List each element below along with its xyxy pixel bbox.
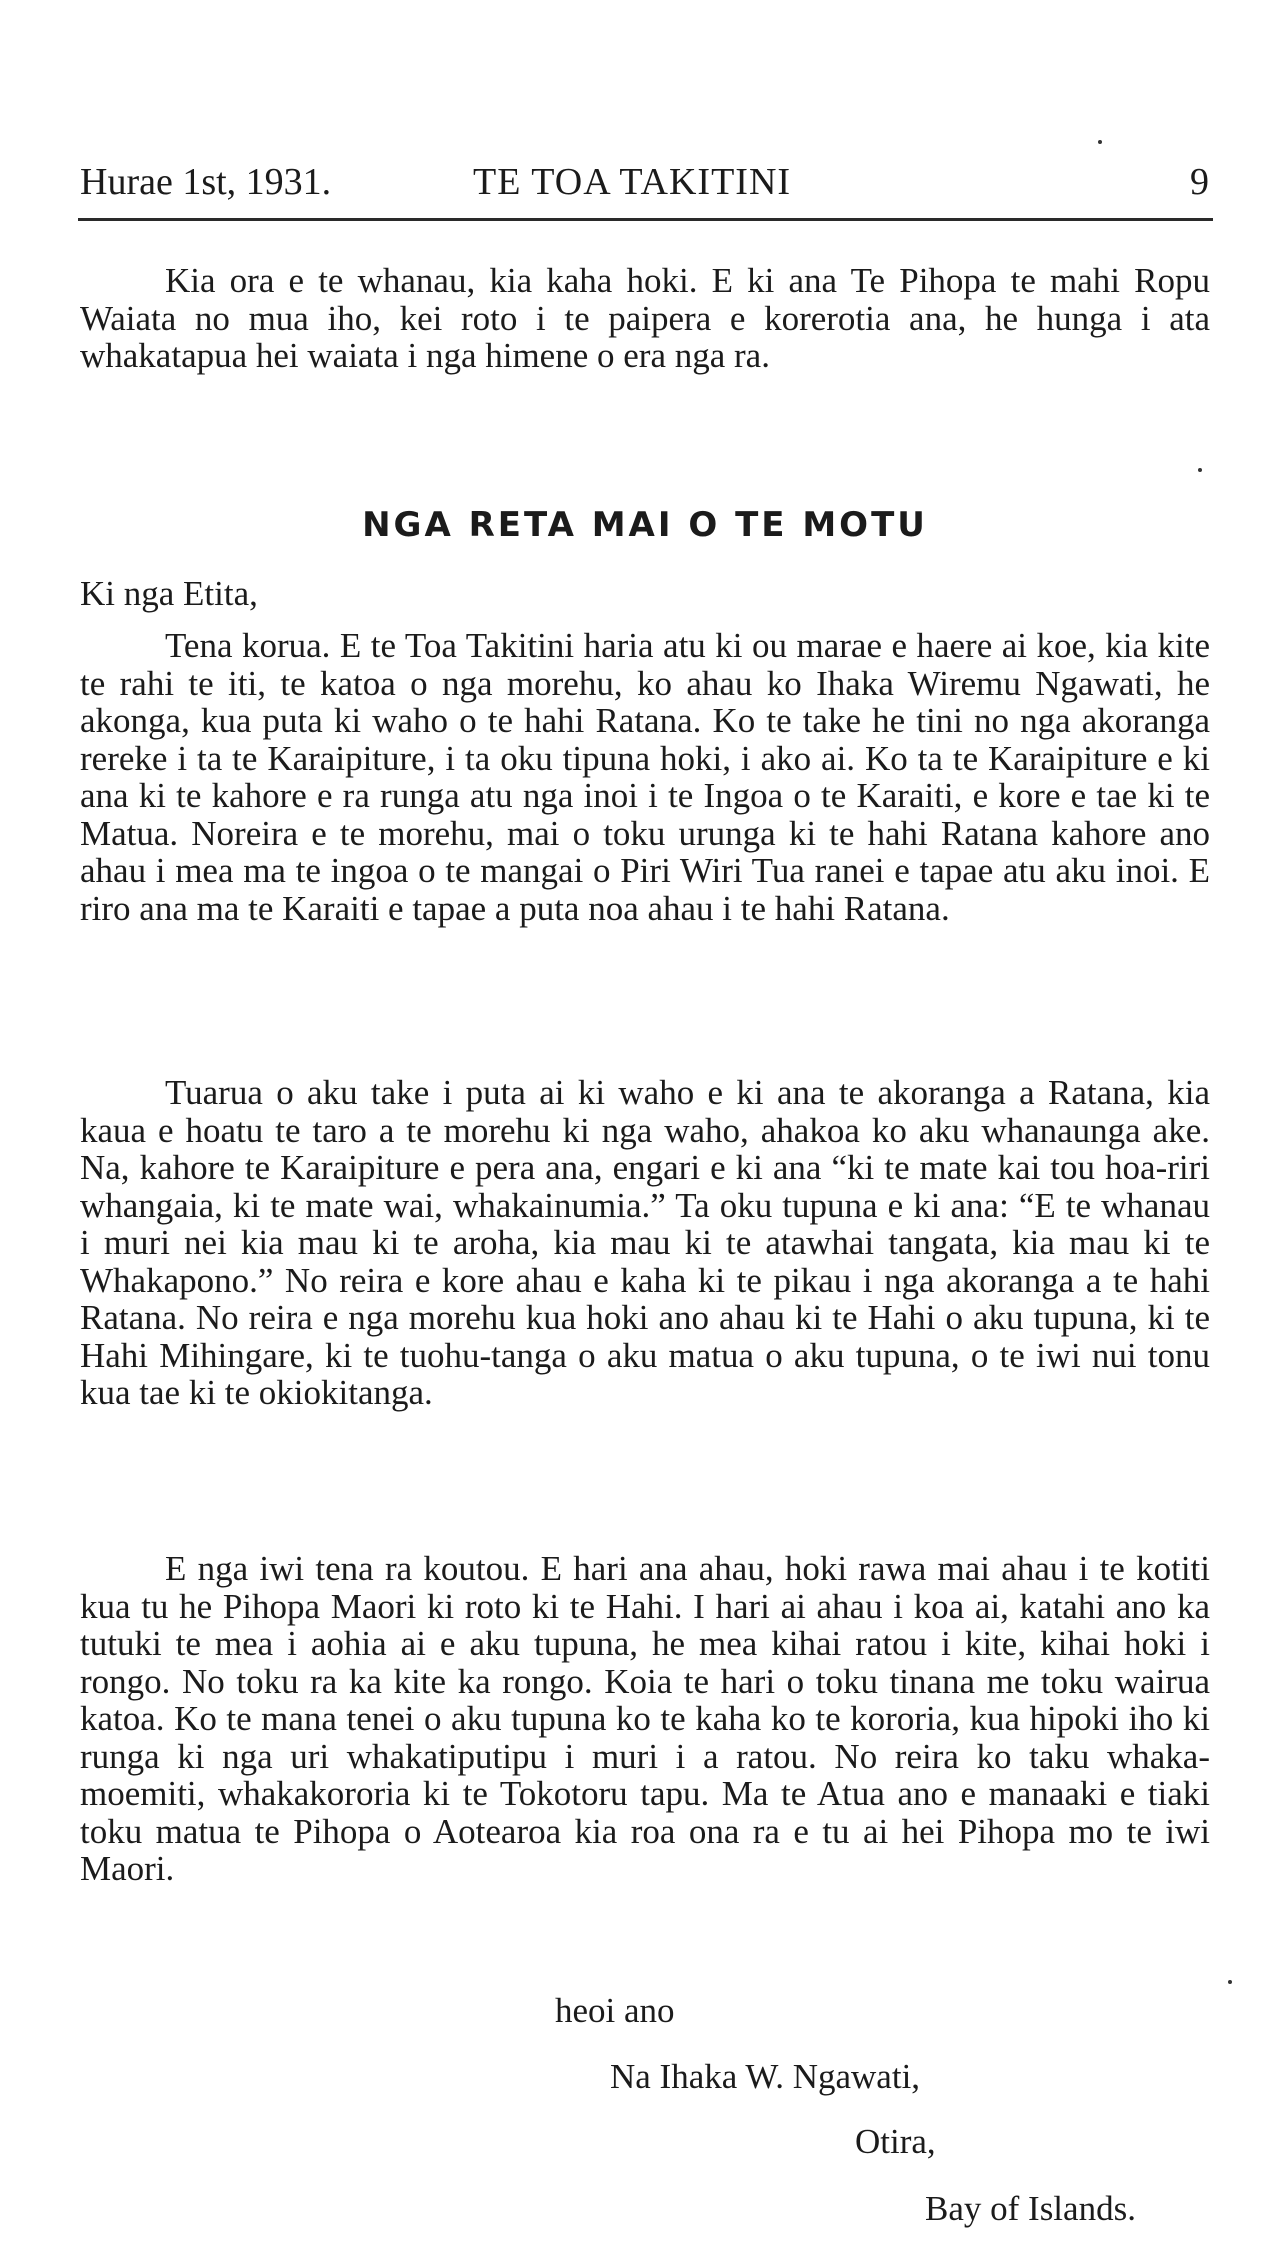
letter-paragraph: Tena korua. E te Toa Takitini haria atu ki ou marae e haere ai koe, kia kite te rahi te iti, te katoa o nga morehu, ko ahau ko Ihaka Wiremu Ngawati, he akonga, kua puta ki waho o te hahi Ratana. Ko te take he tini no nga akoranga rereke i ta te Karaipiture, i ta oku tipuna hoki, i ako ai. Ko ta te Karaipiture e ki ana ki te kahore e ra runga atu nga inoi i te Ingoa o te Karaiti, e kore e tae ki te Matua. Noreira e te morehu, mai o toku urunga ki te hahi Ratana kahore ano ahau i mea ma te ingoa o te mangai o Piri Wiri Tua ranei e tapae atu aku inoi. E riro ana ma te Karaiti e tapae a puta noa ahau i te hahi Ratana. bbox=[80, 626, 1210, 928]
page-number: 9 bbox=[1190, 161, 1209, 203]
page-header bbox=[78, 158, 1213, 221]
signoff-name: Na Ihaka W. Ngawati, bbox=[610, 2057, 921, 2096]
print-speck bbox=[1098, 140, 1102, 144]
letter-salutation: Ki nga Etita, bbox=[80, 574, 258, 613]
print-speck bbox=[1198, 468, 1202, 472]
issue-date: Hurae 1st, 1931. bbox=[80, 161, 332, 203]
letter-paragraph: Tuarua o aku take i puta ai ki waho e ki ana te akoranga a Ratana, kia kaua e hoatu te taro a te morehu ki nga waho, ahakoa ko aku whanaunga ake. Na, kahore te Karaipiture e pera ana, engari e ki ana “ki te mate kai tou hoa-riri whangaia, ki te mate wai, whakainumia.” Ta oku tupuna e ki ana: “E te whanau i muri nei kia mau ki te aroha, kia mau ki te atawhai tangata, kia mau ki te Whakapono.” No reira e kore ahau e kaha ki te pikau i nga akoranga a te hahi Ratana. No reira e nga morehu kua hoki ano ahau ki te Hahi o aku tupuna, ki te Hahi Mihingare, ki te tuohu-tanga o aku matua o aku tupuna, o te iwi nui tonu kua tae ki te okiokitanga. bbox=[80, 1073, 1210, 1412]
signoff-region: Bay of Islands. bbox=[925, 2189, 1136, 2228]
section-heading: NGA RETA MAI O TE MOTU bbox=[362, 505, 928, 545]
signoff-place: Otira, bbox=[855, 2122, 936, 2161]
intro-paragraph: Kia ora e te whanau, kia kaha hoki. E ki ana Te Pihopa te mahi Ropu Waiata no mua iho, kei roto i te paipera e korerotia ana, he hunga i ata whakatapua hei waiata i nga himene o era nga ra. bbox=[80, 261, 1210, 375]
letter-paragraph: E nga iwi tena ra koutou. E hari ana ahau, hoki rawa mai ahau i te kotiti kua tu he Pihopa Maori ki roto ki te Hahi. I hari ai ahau i koa ai, katahi ano ka tutuki te mea i aohia ai e aku tupuna, he mea kihai ratou i kite, kihai hoki i rongo. No toku ra ka kite ka rongo. Koia te hari o toku tinana me toku wairua katoa. Ko te mana tenei o aku tupuna ko te kaha ko te kororia, kua hipoki iho ki runga ki nga uri whakatiputipu i muri i a ratou. No reira ko taku whaka-moemiti, whakakororia ki te Tokotoru tapu. Ma te Atua ano e manaaki e tiaki toku matua te Pihopa o Aotearoa kia roa ona ra e tu ai hei Pihopa mo te iwi Maori. bbox=[80, 1549, 1210, 1888]
publication-title: TE TOA TAKITINI bbox=[473, 161, 792, 203]
signoff-closing: heoi ano bbox=[555, 1991, 675, 2030]
print-speck bbox=[1228, 1980, 1232, 1984]
